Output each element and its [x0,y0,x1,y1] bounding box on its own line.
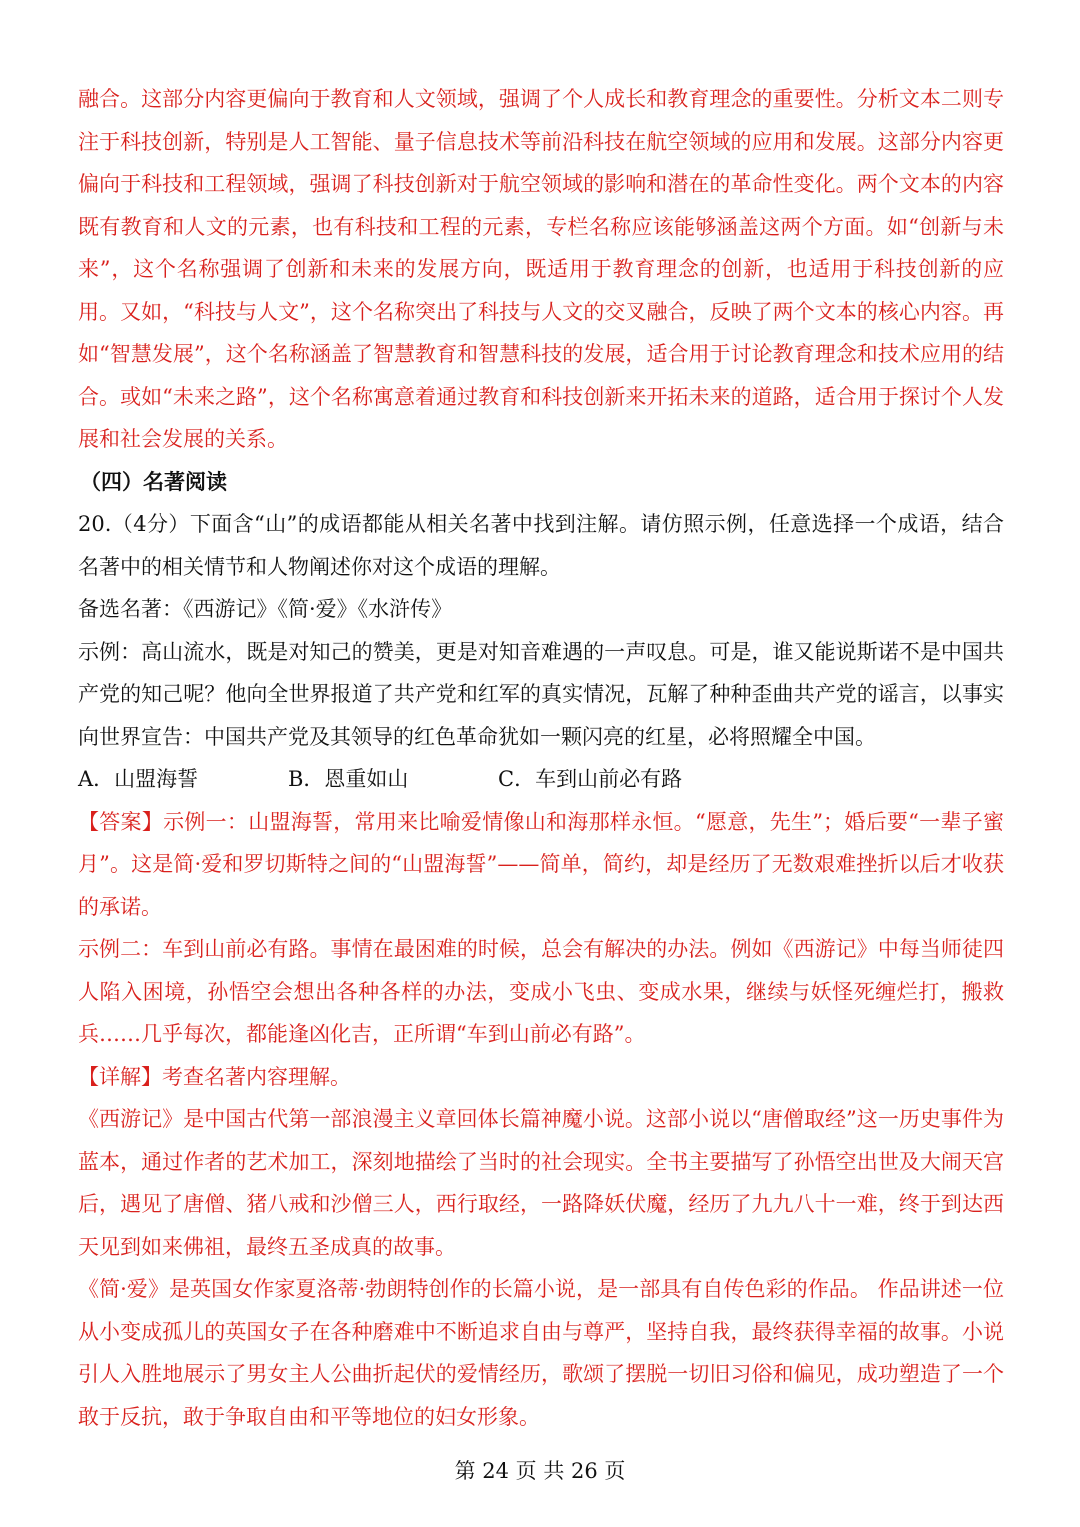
question-prompt: 20.（4分）下面含“山”的成语都能从相关名著中找到注解。请仿照示例，任意选择一个成语，结合名著中的相关情节和人物阐述你对这个成语的理解。 [78,512,1004,579]
answer-example-one: 【答案】示例一：山盟海誓，常用来比喻爱情像山和海那样永恒。“愿意，先生”；婚后要“一辈子蜜月”。这是简·爱和罗切斯特之间的“山盟海誓”——简单，简约，却是经历了无数艰难挫折以后才收获的承诺。 [78,809,1004,919]
choice-a: A．山盟海誓 [78,767,199,791]
example-text: 示例：高山流水，既是对知己的赞美，更是对知音难遇的一声叹息。可是，谁又能说斯诺不是中国共产党的知己呢？他向全世界报道了共产党和红军的真实情况，瓦解了种种歪曲共产党的谣言，以事实向世界宣告：中国共产党及其领导的红色革命犹如一颗闪亮的红星，必将照耀全中国。 [78,639,1004,749]
choice-b: B．恩重如山 [288,767,409,791]
jane-eyre-summary: 《简·爱》是英国女作家夏洛蒂·勃朗特创作的长篇小说，是一部具有自传色彩的作品。 作品讲述一位从小变成孤儿的英国女子在各种磨难中不断追求自由与尊严，坚持自我，最终获得幸福的故事。小说引人入胜地展示了男女主人公曲折起伏的爱情经历，歌颂了摆脱一切旧习俗和偏见，成功塑造了一个敢于反抗，敢于争取自由和平等地位的妇女形象。 [78,1277,1004,1429]
explanation-label: 【详解】考查名著内容理解。 [78,1064,351,1089]
answer-example-two: 示例二：车到山前必有路。事情在最困难的时候，总会有解决的办法。例如《西游记》中每当师徒四人陷入困境，孙悟空会想出各种各样的办法，变成小飞虫、变成水果，继续与妖怪死缠烂打，搬救兵……几乎每次，都能逢凶化吉，正所谓“车到山前必有路”。 [78,937,1004,1046]
section-heading: （四）名著阅读 [80,468,227,494]
analysis-continuation: 融合。这部分内容更偏向于教育和人文领域，强调了个人成长和教育理念的重要性。分析文本二则专注于科技创新，特别是人工智能、量子信息技术等前沿科技在航空领域的应用和发展。这部分内容更偏向于科技和工程领域，强调了科技创新对于航空领域的影响和潜在的革命性变化。两个文本的内容既有教育和人文的元素，也有科技和工程的元素，专栏名称应该能够涵盖这两个方面。如“创新与未来”，这个名称强调了创新和未来的发展方向，既适用于教育理念的创新，也适用于科技创新的应用。又如，“科技与人文”，这个名称突出了科技与人文的交叉融合，反映了两个文本的核心内容。再如“智慧发展”，这个名称涵盖了智慧教育和智慧科技的发展，适合用于讨论教育理念和技术应用的结合。或如“未来之路”，这个名称寓意着通过教育和科技创新来开拓未来的道路，适合用于探讨个人发展和社会发展的关系。 [78,87,1004,451]
journey-west-summary: 《西游记》是中国古代第一部浪漫主义章回体长篇神魔小说。这部小说以“唐僧取经”这一历史事件为蓝本，通过作者的艺术加工，深刻地描绘了当时的社会现实。全书主要描写了孙悟空出世及大闹天宫后，遇见了唐僧、猪八戒和沙僧三人，西行取经，一路降妖伏魔，经历了九九八十一难，终于到达西天见到如来佛祖，最终五圣成真的故事。 [78,1107,1004,1259]
choice-list [78,758,1004,801]
choice-c: C．车到山前必有路 [498,767,683,791]
page-footer: 第 24 页 共 26 页 [454,1459,626,1483]
book-options: 备选名著：《西游记》《简·爱》《水浒传》 [78,597,453,621]
page-content [78,78,1004,1438]
